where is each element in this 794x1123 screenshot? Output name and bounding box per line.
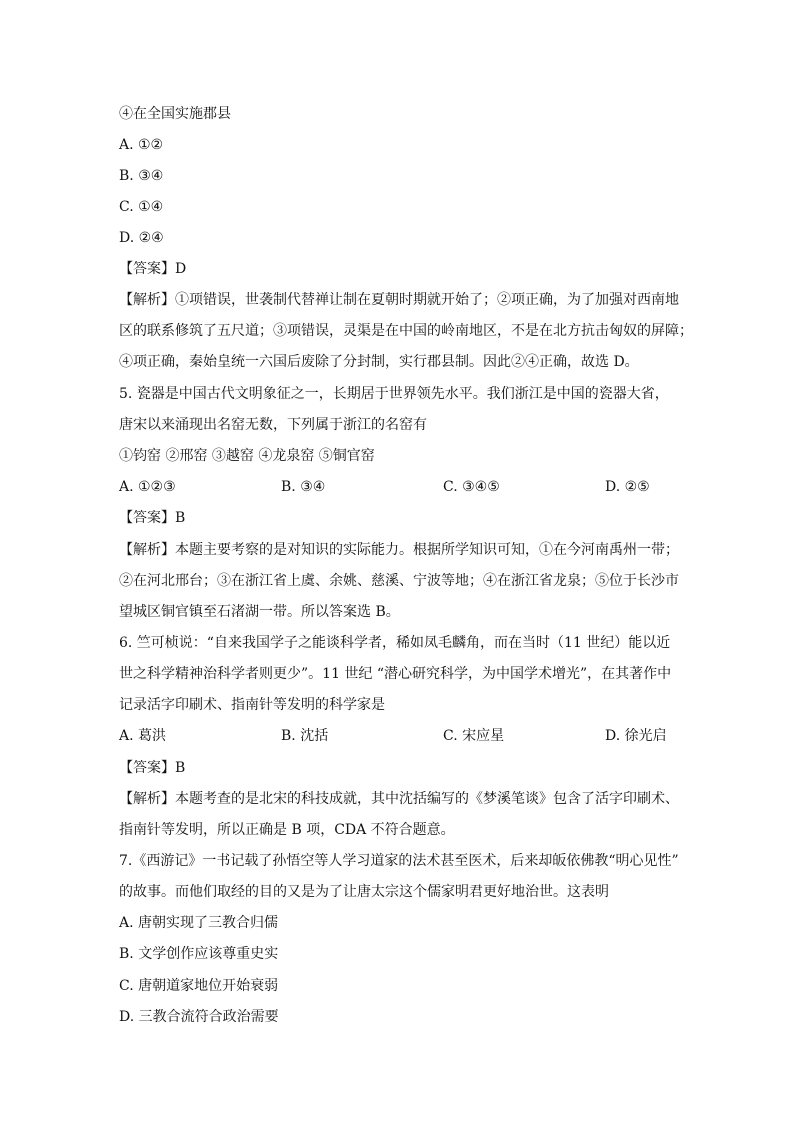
q5-answer: 【答案】B xyxy=(119,510,186,526)
q7-stem-line: 的故事。而他们取经的目的又是为了让唐太宗这个儒家明君更好地治世。这表明 xyxy=(119,884,609,900)
q4-answer: 【答案】D xyxy=(119,261,187,277)
q5-analysis-line: 【解析】本题主要考察的是对知识的实际能力。根据所学知识可知，①在今河南禹州一带； xyxy=(119,542,679,558)
q4-analysis-line: 【解析】①项错误，世袭制代替禅让制在夏朝时期就开始了；②项正确，为了加强对西南地 xyxy=(119,292,679,308)
q5-option-b: B. ③④ xyxy=(281,479,326,495)
q5-stem-line: 5. 瓷器是中国古代文明象征之一，长期居于世界领先水平。我们浙江是中国的瓷器大省， xyxy=(119,386,669,402)
q6-option-d: D. 徐光启 xyxy=(605,728,667,744)
q7-option-b: B. 文学创作应该尊重史实 xyxy=(119,946,279,962)
q6-answer: 【答案】B xyxy=(119,760,186,776)
q5-analysis-line: 望城区铜官镇至石渚湖一带。所以答案选 B。 xyxy=(119,604,400,620)
q4-item-4: ④在全国实施郡县 xyxy=(119,106,231,122)
q4-analysis-line: ④项正确，秦始皇统一六国后废除了分封制，实行郡县制。因此②④正确，故选 D。 xyxy=(119,354,639,370)
q7-option-c: C. 唐朝道家地位开始衰弱 xyxy=(119,978,279,994)
q7-stem-line: 7.《西游记》一书记载了孙悟空等人学习道家的法术甚至医术，后来却皈依佛教“明心见性” xyxy=(119,853,679,869)
q6-analysis-line: 指南针等发明，所以正确是 B 项，CDA 不符合题意。 xyxy=(119,822,455,838)
q7-option-a: A. 唐朝实现了三教合归儒 xyxy=(119,915,279,931)
q4-option-b: B. ③④ xyxy=(119,168,164,184)
q4-option-a: A. ①② xyxy=(119,137,164,153)
q6-stem-line: 世之科学精神治科学者则更少”。11 世纪 “潜心研究科学，为中国学术增光”，在其著作中 xyxy=(119,666,672,682)
q5-analysis-line: ②在河北邢台；③在浙江省上虞、余姚、慈溪、宁波等地；④在浙江省龙泉；⑤位于长沙市 xyxy=(119,573,679,589)
q5-stem-line: 唐宋以来涌现出名窑无数，下列属于浙江的名窑有 xyxy=(119,417,427,433)
q6-analysis-line: 【解析】本题考查的是北宋的科技成就，其中沈括编写的《梦溪笔谈》包含了活字印刷术、 xyxy=(119,791,679,807)
q5-option-d: D. ②⑤ xyxy=(605,479,650,495)
q4-analysis-line: 区的联系修筑了五尺道；③项错误，灵渠是在中国的岭南地区，不是在北方抗击匈奴的屏障； xyxy=(119,323,693,339)
q4-option-d: D. ②④ xyxy=(119,230,164,246)
q6-option-b: B. 沈括 xyxy=(281,728,329,744)
q6-option-c: C. 宋应星 xyxy=(443,728,505,744)
q5-option-c: C. ③④⑤ xyxy=(443,479,500,495)
q6-stem-line: 记录活字印刷术、指南针等发明的科学家是 xyxy=(119,697,385,713)
q6-options-row xyxy=(119,726,679,746)
q6-option-a: A. 葛洪 xyxy=(119,728,167,744)
q7-option-d: D. 三教合流符合政治需要 xyxy=(119,1009,279,1025)
q6-stem-line: 6. 竺可桢说：“自来我国学子之能谈科学者，稀如凤毛麟角，而在当时（11 世纪）能以近 xyxy=(119,635,671,651)
q5-items: ①钧窑 ②邢窑 ③越窑 ④龙泉窑 ⑤铜官窑 xyxy=(119,448,375,464)
q5-option-a: A. ①②③ xyxy=(119,479,176,495)
q4-option-c: C. ①④ xyxy=(119,199,164,215)
q5-options-row xyxy=(119,477,679,497)
